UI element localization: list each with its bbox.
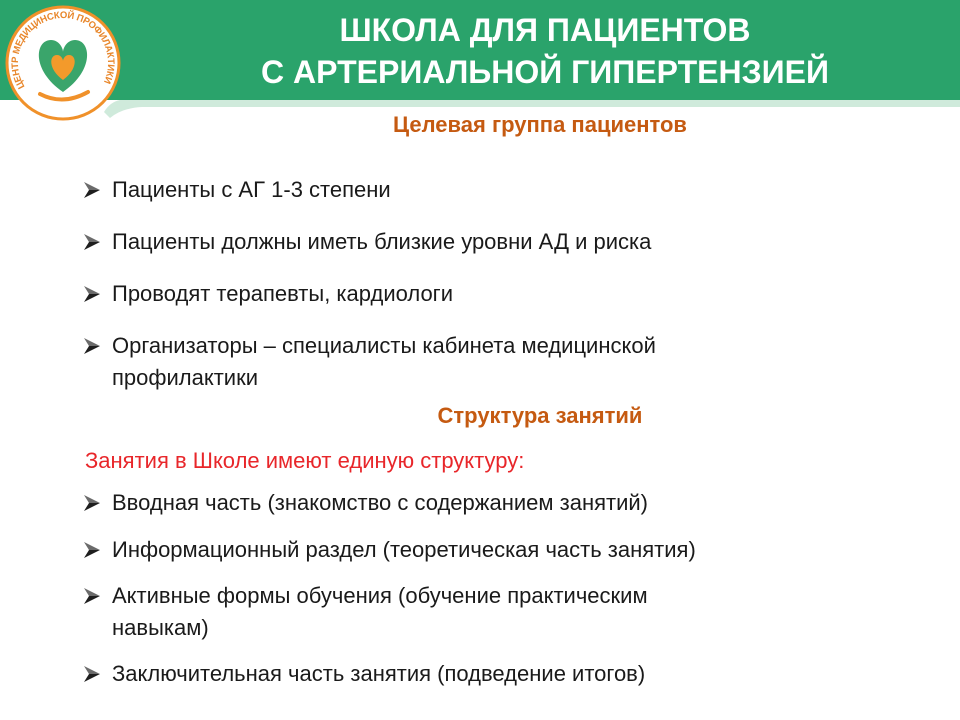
target-group-item: [84, 177, 944, 203]
bullet-text: Вводная часть (знакомство с содержанием занятий): [112, 490, 649, 515]
bullet-text-line-2: профилактики: [112, 365, 258, 390]
arrow-bullet-icon: [84, 286, 100, 302]
bullet-text: Информационный раздел (теоретическая часть занятия): [112, 537, 696, 562]
bullet-text: Заключительная часть занятия (подведение итогов): [112, 661, 646, 686]
arrow-bullet-icon: [84, 338, 100, 354]
title-line-2: С АРТЕРИАЛЬНОЙ ГИПЕРТЕНЗИЕЙ: [261, 54, 829, 90]
target-group-item: [84, 229, 944, 255]
lesson-structure-item: [84, 661, 944, 687]
lesson-structure-item: [84, 580, 944, 644]
bullet-text: Пациенты должны иметь близкие уровни АД и риска: [112, 229, 652, 254]
bullet-text-line-1: Организаторы – специалисты кабинета медицинской: [112, 333, 656, 358]
arrow-bullet-icon: [84, 182, 100, 198]
bullet-text-line-2: навыкам): [112, 615, 209, 640]
bullet-text: Пациенты с АГ 1-3 степени: [112, 177, 391, 202]
arrow-bullet-icon: [84, 542, 100, 558]
lesson-structure-item: [84, 537, 944, 563]
bullet-text: Проводят терапевты, кардиологи: [112, 281, 453, 306]
lesson-structure-item: [84, 490, 944, 516]
slide-title: [130, 9, 960, 93]
lesson-structure-heading: Структура занятий: [437, 403, 643, 428]
target-group-item: [84, 281, 944, 307]
arrow-bullet-icon: [84, 666, 100, 682]
target-group-item: [84, 330, 944, 394]
logo-arc-text: ЦЕНТР МЕДИЦИНСКОЙ ПРОФИЛАКТИКИ: [9, 9, 117, 91]
logo-emblem: [4, 4, 122, 122]
arrow-bullet-icon: [84, 588, 100, 604]
title-line-1: ШКОЛА ДЛЯ ПАЦИЕНТОВ: [339, 12, 751, 48]
target-group-heading: Целевая группа пациентов: [393, 112, 687, 137]
bullet-text-line-1: Активные формы обучения (обучение практическим: [112, 583, 648, 608]
arrow-bullet-icon: [84, 234, 100, 250]
arrow-bullet-icon: [84, 495, 100, 511]
lesson-structure-intro: Занятия в Школе имеют единую структуру:: [85, 448, 525, 473]
